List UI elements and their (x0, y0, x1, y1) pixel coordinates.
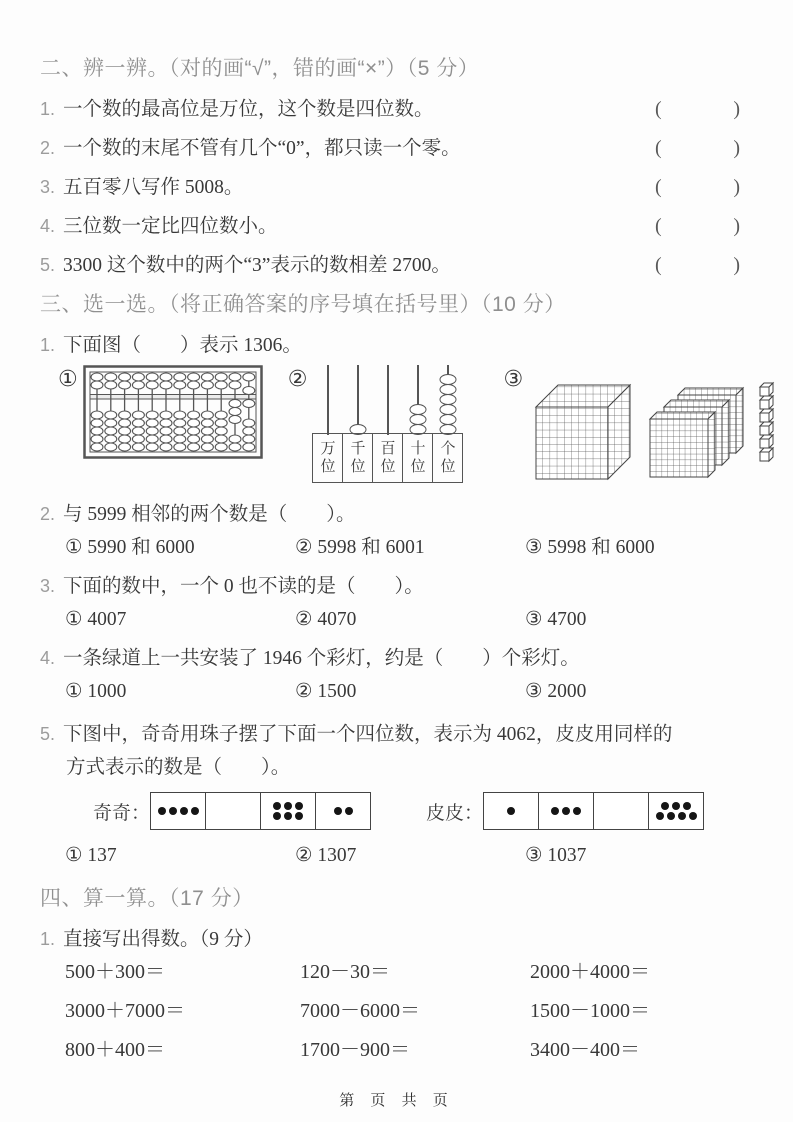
tf-item-1 (40, 96, 740, 123)
option-2: ② 1500 (295, 681, 357, 702)
counter-column: 万 位 (312, 365, 343, 483)
option-2: ② 5998 和 6001 (295, 537, 425, 558)
question-number: 4. (40, 216, 56, 236)
option-1: ① 5990 和 6000 (65, 537, 195, 558)
paren-close: ) (733, 254, 740, 276)
calc-row-1 (65, 959, 793, 986)
dot-cell (538, 793, 593, 829)
choice-q3 (40, 573, 793, 600)
figure-label-3: ③ (503, 366, 524, 391)
question-text: 直接写出得数。（9 分） (63, 929, 263, 950)
choice-q5-line1 (40, 721, 793, 748)
answer-blank (655, 174, 740, 201)
paren-open: ( (655, 137, 662, 159)
choice-q1 (40, 332, 793, 359)
expression: 7000－6000＝ (300, 1000, 420, 1022)
paren-open: ( (655, 176, 662, 198)
question-number: 5. (40, 724, 56, 744)
option-3: ③ 4700 (525, 609, 587, 630)
page-footer: 第 页 共 页 (339, 1092, 454, 1109)
pipi-label: 皮皮： (426, 802, 484, 824)
expression: 1500－1000＝ (530, 1000, 650, 1022)
tf-item-5 (40, 252, 740, 279)
question-text: 一个数的最高位是万位，这个数是四位数。 (63, 99, 434, 120)
section-choice-heading: 三、选一选。（将正确答案的序号填在括号里）（10 分） (40, 293, 566, 316)
question-text: 一条绿道上一共安装了 1946 个彩灯，约是（ ）个彩灯。 (63, 648, 580, 669)
calc-row-2 (65, 998, 793, 1025)
question-number: 2. (40, 504, 56, 524)
section-calc-heading: 四、算一算。（17 分） (40, 887, 254, 910)
dot-cell (484, 793, 538, 829)
expression: 1700－900＝ (300, 1039, 410, 1061)
paren-open: ( (655, 254, 662, 276)
tf-item-3 (40, 174, 740, 201)
option-1: ① 1000 (65, 681, 127, 702)
question-text: 三位数一定比四位数小。 (63, 216, 278, 237)
qiqi-dot-box (150, 792, 371, 830)
option-3: ③ 5998 和 6000 (525, 537, 655, 558)
pipi-dot-box (483, 792, 704, 830)
question-number: 2. (40, 138, 56, 158)
tf-item-4 (40, 213, 740, 240)
choice-q2-options (65, 534, 793, 561)
answer-blank (655, 252, 740, 279)
dot-cell (205, 793, 260, 829)
dot-cell (648, 793, 703, 829)
option-3: ③ 1037 (525, 845, 587, 866)
paren-close: ) (733, 215, 740, 237)
choice-q3-options (65, 606, 793, 633)
counter-column: 千 位 (342, 365, 373, 483)
section-tf-heading: 二、辨一辨。（对的画“√”，错的画“×”）（5 分） (40, 57, 480, 80)
answer-blank (655, 135, 740, 162)
question-text: 下面图（ ）表示 1306。 (63, 335, 302, 356)
figure-place-value-counter (288, 365, 464, 483)
dot-cell (151, 793, 205, 829)
option-1: ① 137 (65, 845, 117, 866)
question-number: 1. (40, 99, 56, 119)
counter-column: 百 位 (372, 365, 403, 483)
question-number: 1. (40, 929, 56, 949)
question-number: 1. (40, 335, 56, 355)
paren-close: ) (733, 137, 740, 159)
answer-blank (655, 96, 740, 123)
question-number: 3. (40, 576, 56, 596)
expression: 3400－400＝ (530, 1039, 640, 1061)
expression: 120－30＝ (300, 961, 390, 983)
figure-base-ten-blocks (503, 365, 786, 485)
choice-q4-options (65, 678, 793, 705)
choice-q5-line2: 方式表示的数是（ ）。 (66, 757, 291, 778)
figure-label-2: ② (287, 366, 308, 391)
qiqi-label: 奇奇： (93, 802, 151, 824)
paren-open: ( (655, 98, 662, 120)
bead-row (93, 792, 793, 830)
tf-item-2 (40, 135, 740, 162)
figure-row (58, 365, 793, 491)
paren-open: ( (655, 215, 662, 237)
choice-q5-options (65, 842, 793, 869)
question-number: 5. (40, 255, 56, 275)
choice-q4 (40, 645, 793, 672)
paren-close: ) (733, 98, 740, 120)
dot-cell (593, 793, 648, 829)
question-text: 与 5999 相邻的两个数是（ ）。 (63, 504, 356, 525)
question-text: 下面的数中，一个 0 也不读的是（ ）。 (63, 576, 424, 597)
place-value-counter (312, 365, 463, 483)
expression: 500＋300＝ (65, 961, 165, 983)
paren-close: ) (733, 176, 740, 198)
expression: 2000＋4000＝ (530, 961, 650, 983)
question-text: 一个数的末尾不管有几个“0”，都只读一个零。 (63, 138, 461, 159)
dot-cell (260, 793, 315, 829)
expression: 3000＋7000＝ (65, 1000, 185, 1022)
figure-label-1: ① (58, 366, 78, 391)
calc-sub-heading (40, 926, 793, 953)
counter-column: 个 位 (432, 365, 463, 483)
abacus-svg (83, 365, 263, 459)
counter-column: 十 位 (402, 365, 433, 483)
option-3: ③ 2000 (525, 681, 587, 702)
choice-q2 (40, 501, 793, 528)
dot-cell (315, 793, 370, 829)
option-2: ② 4070 (295, 609, 357, 630)
question-text: 3300 这个数中的两个“3”表示的数相差 2700。 (63, 255, 451, 276)
question-text: 下图中，奇奇用珠子摆了下面一个四位数，表示为 4062，皮皮用同样的 (63, 724, 673, 745)
question-text: 五百零八写作 5008。 (63, 177, 244, 198)
expression: 800＋400＝ (65, 1039, 165, 1061)
calc-row-3 (65, 1037, 793, 1064)
question-number: 3. (40, 177, 56, 197)
base-ten-blocks-svg (528, 365, 786, 485)
option-1: ① 4007 (65, 609, 127, 630)
answer-blank (655, 213, 740, 240)
question-number: 4. (40, 648, 56, 668)
option-2: ② 1307 (295, 845, 357, 866)
figure-abacus (58, 365, 263, 459)
